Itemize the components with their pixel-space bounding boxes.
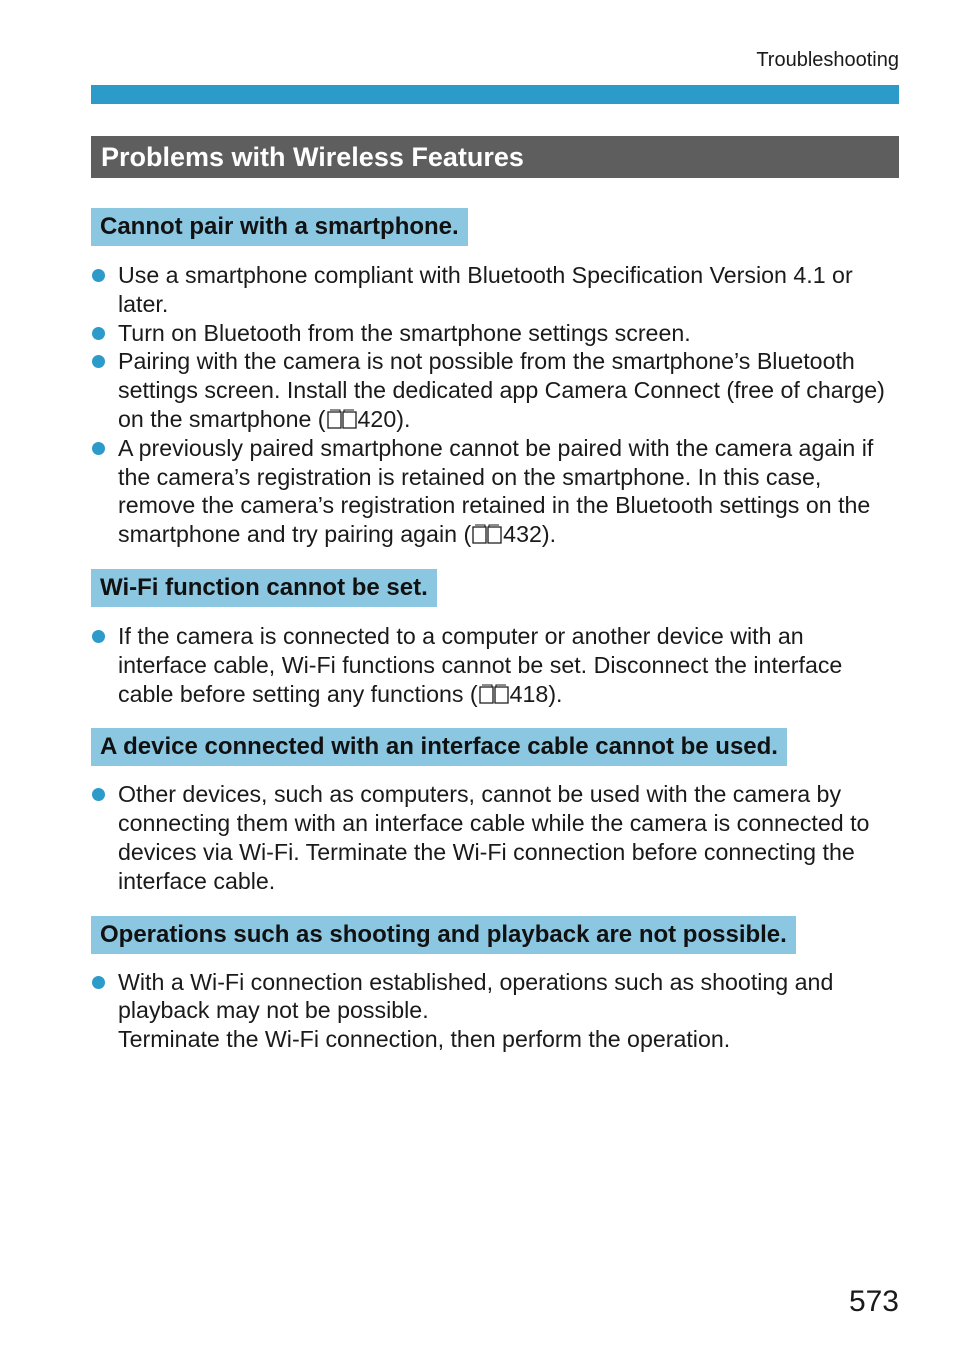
page-reference[interactable]: 432 — [503, 521, 542, 548]
item-text: Use a smartphone compliant with Bluetooth Specification Version 4.1 or later. — [118, 262, 853, 317]
topic-operations — [91, 916, 899, 1054]
list-item — [91, 347, 899, 433]
topic-pairing — [91, 208, 899, 549]
item-text: With a Wi-Fi connection established, operations such as shooting and playback may not be possible. — [118, 968, 834, 1024]
item-text: A previously paired smartphone cannot be paired with the camera again if the camera’s registration is retained on the smartphone. In this case, remove the camera’s registration retained in the Bluetooth settings on the smartphone and try pairing again ( — [118, 434, 874, 548]
item-text-continued: Terminate the Wi-Fi connection, then perform the operation. — [118, 1026, 731, 1053]
section-title: Problems with Wireless Features — [91, 136, 899, 178]
item-text-end: ). — [541, 521, 557, 548]
list-item — [91, 434, 899, 549]
list-item — [91, 622, 899, 708]
topic-item-list — [91, 780, 899, 895]
list-item — [91, 968, 899, 1054]
topic-heading: A device connected with an interface cable cannot be used. — [91, 728, 787, 766]
bullet-icon — [92, 976, 105, 989]
topic-interface-cable — [91, 728, 899, 895]
page-reference[interactable]: 420 — [357, 405, 397, 432]
bullet-icon — [92, 630, 105, 643]
topic-heading: Wi-Fi function cannot be set. — [91, 569, 437, 607]
item-text: Turn on Bluetooth from the smartphone settings screen. — [118, 319, 691, 346]
item-text: Other devices, such as computers, cannot be used with the camera by connecting them with an interface cable while the camera is connected to devices via Wi-Fi. Terminate the Wi-Fi connection before connecting the interface cable. — [118, 781, 870, 894]
header-accent-bar — [91, 85, 899, 104]
list-item — [91, 261, 899, 319]
topic-item-list — [91, 261, 899, 549]
topic-wifi-function — [91, 569, 899, 708]
bullet-icon — [92, 788, 105, 801]
item-text-end: ). — [548, 680, 563, 707]
list-item — [91, 319, 899, 348]
topic-heading: Operations such as shooting and playback are not possible. — [91, 916, 796, 954]
item-text-end: ). — [396, 405, 411, 432]
running-header: Troubleshooting — [756, 49, 899, 71]
page-number: 573 — [848, 1285, 899, 1318]
book-icon — [471, 523, 503, 545]
topic-item-list — [91, 622, 899, 708]
bullet-icon — [92, 327, 105, 340]
bullet-icon — [92, 355, 105, 368]
topic-heading: Cannot pair with a smartphone. — [91, 208, 468, 246]
bullet-icon — [92, 269, 105, 282]
topics-content — [91, 208, 899, 1054]
topic-item-list — [91, 968, 899, 1054]
item-text: Pairing with the camera is not possible from the smartphone’s Bluetooth settings screen. Install the dedicated app Camera Connect (free of charge) on the smartphone ( — [118, 348, 885, 432]
bullet-icon — [92, 442, 105, 455]
page-reference[interactable]: 418 — [509, 680, 549, 707]
list-item — [91, 780, 899, 895]
book-icon — [478, 683, 510, 705]
book-icon — [326, 408, 358, 430]
item-text: If the camera is connected to a computer or another device with an interface cable, Wi-Fi functions cannot be set. Disconnect the interface cable before setting any functions ( — [118, 622, 843, 707]
